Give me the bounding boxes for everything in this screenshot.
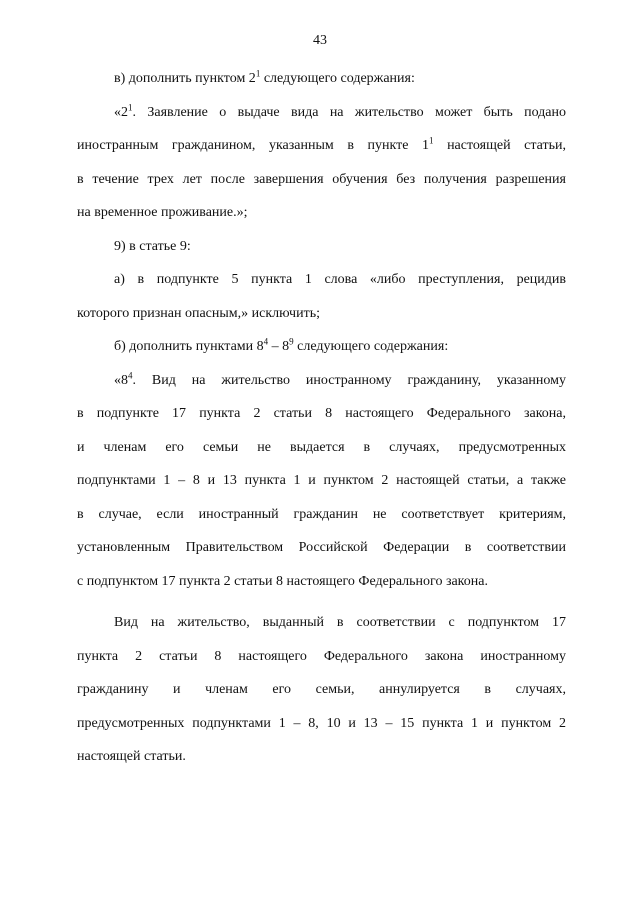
text-run: следующего содержания: (260, 71, 415, 86)
text-line (77, 740, 566, 774)
text-line (77, 297, 566, 331)
paragraph (77, 606, 566, 774)
text-run: б) дополнить пунктами 8 (114, 339, 264, 354)
text-line (77, 397, 566, 431)
paragraph (77, 230, 566, 264)
text-line (77, 263, 566, 297)
text-run: «8 (114, 372, 128, 388)
text-line (77, 129, 566, 163)
text-run: предусмотренных подпунктами 1 – 8, 10 и 13 – 15 пункта 1 и пунктом 2 (77, 715, 566, 731)
text-run: с подпунктом 17 пункта 2 статьи 8 настоящего Федерального закона. (77, 573, 488, 589)
text-run: Вид на жительство, выданный в соответствии с подпунктом 17 (114, 615, 566, 630)
text-run: гражданину и членам его семьи, аннулируется в случаях, (77, 682, 566, 697)
text-line (77, 640, 566, 674)
superscript: 4 (128, 369, 133, 380)
paragraph (77, 263, 566, 330)
text-run: в подпункте 17 пункта 2 статьи 8 настоящего Федерального закона, (77, 406, 566, 421)
superscript: 1 (128, 101, 133, 112)
text-run: . Вид на жительство иностранному гражданину, указанному (132, 372, 566, 388)
text-line (77, 163, 566, 197)
text-line (77, 531, 566, 565)
paragraph (77, 62, 566, 96)
text-run: и членам его семьи не выдается в случаях, предусмотренных (77, 439, 566, 455)
text-run: иностранным гражданином, указанным в пункте 1 (77, 138, 429, 153)
text-run: настоящей статьи, (433, 138, 566, 153)
paragraph (77, 364, 566, 599)
paragraph (77, 330, 566, 364)
text-run: «2 (114, 104, 128, 120)
text-line (77, 230, 566, 264)
paragraph-gap (77, 598, 566, 606)
superscript: 9 (289, 336, 294, 347)
text-run: в течение трех лет после завершения обучения без получения разрешения (77, 171, 566, 187)
text-run: подпунктами 1 – 8 и 13 пункта 1 и пунктом 2 настоящей статьи, а также (77, 473, 566, 488)
text-line (77, 707, 566, 741)
text-line (77, 673, 566, 707)
text-line (77, 330, 566, 364)
text-line (77, 498, 566, 532)
text-run: которого признан опасным,» исключить; (77, 305, 320, 321)
text-line (77, 62, 566, 96)
superscript: 4 (263, 336, 269, 347)
paragraph (77, 96, 566, 230)
document-body (77, 62, 566, 774)
text-run: – 8 (268, 339, 290, 354)
text-run: а) в подпункте 5 пункта 1 слова «либо преступления, рецидив (114, 272, 566, 287)
text-line (77, 606, 566, 640)
text-line (77, 464, 566, 498)
text-run: пункта 2 статьи 8 настоящего Федерального закона иностранному (77, 648, 566, 664)
text-run: настоящей статьи. (77, 749, 186, 764)
text-line (77, 364, 566, 398)
text-run: установленным Правительством Российской Федерации в соответствии (77, 540, 566, 555)
text-run: . Заявление о выдаче вида на жительство может быть подано (132, 104, 566, 120)
text-run: в) дополнить пунктом 2 (114, 71, 256, 86)
superscript: 1 (255, 68, 261, 79)
text-run: на временное проживание.»; (77, 205, 248, 220)
text-line (77, 431, 566, 465)
text-line (77, 96, 566, 130)
superscript: 1 (429, 135, 434, 146)
text-run: в случае, если иностранный гражданин не соответствует критериям, (77, 506, 566, 522)
text-run: 9) в статье 9: (114, 238, 191, 254)
page-number: 43 (313, 33, 327, 48)
text-run: следующего содержания: (293, 339, 449, 354)
text-line (77, 196, 566, 230)
text-line (77, 565, 566, 599)
